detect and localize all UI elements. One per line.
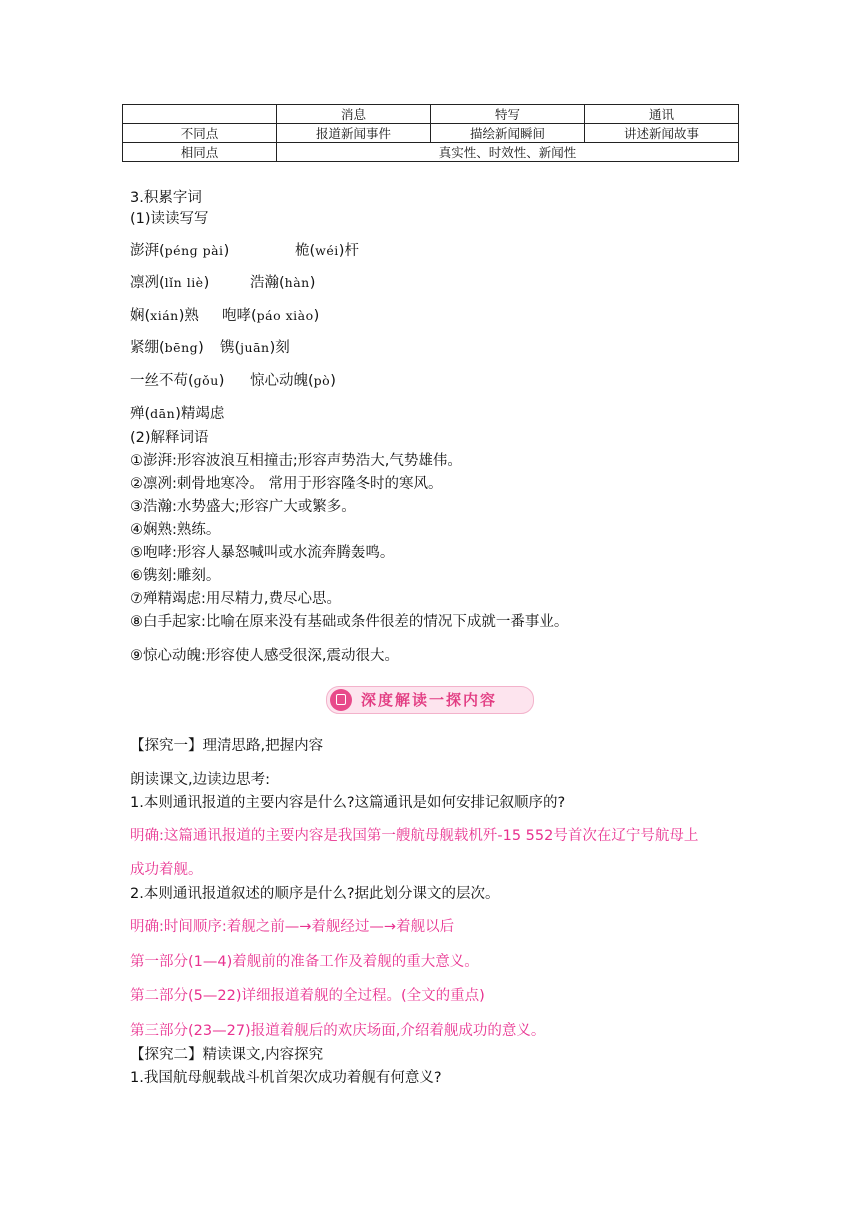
subsection-title: (2)解释词语 xyxy=(130,430,209,446)
table-header: 通讯 xyxy=(585,105,739,124)
word-item: 镌(juān)刻 xyxy=(220,340,290,356)
table-cell: 不同点 xyxy=(123,124,277,143)
pinyin: páo xiào xyxy=(256,308,314,323)
pinyin: juān xyxy=(240,340,270,355)
table-cell: 相同点 xyxy=(123,143,277,162)
table-cell: 讲述新闻故事 xyxy=(585,124,739,143)
definition-item: ⑥镌刻:雕刻。 xyxy=(130,568,221,584)
word-item: 一丝不苟(ɡǒu) xyxy=(130,373,225,389)
explore-title: 【探究一】理清思路,把握内容 xyxy=(130,738,324,754)
paragraph: 朗读课文,边读边思考: xyxy=(130,772,270,788)
table-cell xyxy=(123,105,277,124)
definition-item: ②凛冽:刺骨地寒冷。 常用于形容隆冬时的寒风。 xyxy=(130,476,443,492)
definition-item: ④娴熟:熟练。 xyxy=(130,522,221,538)
question: 1.本则通讯报道的主要内容是什么?这篇通讯是如何安排记叙顺序的? xyxy=(130,795,566,811)
word-item: 凛冽(lǐn liè) xyxy=(130,275,210,291)
word-item: 惊心动魄(pò) xyxy=(250,373,336,389)
table-cell: 真实性、时效性、新闻性 xyxy=(277,143,739,162)
book-icon xyxy=(330,689,352,711)
section-badge xyxy=(326,686,534,714)
pinyin: xián xyxy=(150,308,179,323)
question: 1.我国航母舰载战斗机首架次成功着舰有何意义? xyxy=(130,1070,442,1086)
definition-item: ⑧白手起家:比喻在原来没有基础或条件很差的情况下成就一番事业。 xyxy=(130,614,569,630)
answer: 第一部分(1—4)着舰前的准备工作及着舰的重大意义。 xyxy=(130,954,479,970)
word-item: 咆哮(páo xiào) xyxy=(222,308,320,324)
definition-item: ③浩瀚:水势盛大;形容广大或繁多。 xyxy=(130,499,356,515)
comparison-table xyxy=(122,104,739,162)
answer: 第二部分(5—22)详细报道着舰的全过程。(全文的重点) xyxy=(130,988,485,1004)
definition-item: ⑦殚精竭虑:用尽精力,费尽心思。 xyxy=(130,591,341,607)
answer: 明确:这篇通讯报道的主要内容是我国第一艘航母舰载机歼-15 552号首次在辽宁号航母上 xyxy=(130,828,699,844)
pinyin: pénɡ pài xyxy=(164,243,224,258)
definition-item: ⑨惊心动魄:形容使人感受很深,震动很大。 xyxy=(130,648,399,664)
word-item: 紧绷(bēng) xyxy=(130,340,204,356)
pinyin: hàn xyxy=(284,275,310,290)
word-item: 殚(dān)精竭虑 xyxy=(130,406,225,422)
pinyin: pò xyxy=(313,373,331,388)
explore-title: 【探究二】精读课文,内容探究 xyxy=(130,1047,324,1063)
definition-item: ⑤咆哮:形容人暴怒喊叫或水流奔腾轰鸣。 xyxy=(130,545,395,561)
table-cell: 报道新闻事件 xyxy=(277,124,431,143)
table-row xyxy=(123,105,739,124)
section-title: 3.积累字词 xyxy=(130,190,202,206)
table-header: 特写 xyxy=(431,105,585,124)
answer: 明确:时间顺序:着舰之前—→着舰经过—→着舰以后 xyxy=(130,919,455,935)
word-item: 浩瀚(hàn) xyxy=(250,275,316,291)
definition-item: ①澎湃:形容波浪互相撞击;形容声势浩大,气势雄伟。 xyxy=(130,453,462,469)
word-item: 澎湃(pénɡ pài) xyxy=(130,243,230,259)
table-row xyxy=(123,124,739,143)
pinyin: bēng xyxy=(164,340,199,355)
question: 2.本则通讯报道叙述的顺序是什么?据此划分课文的层次。 xyxy=(130,886,500,902)
table-header: 消息 xyxy=(277,105,431,124)
subsection-title: (1)读读写写 xyxy=(130,211,209,227)
word-item: 娴(xián)熟 xyxy=(130,308,199,324)
table-row xyxy=(123,143,739,162)
table-cell: 描绘新闻瞬间 xyxy=(431,124,585,143)
pinyin: dān xyxy=(150,406,176,421)
answer: 成功着舰。 xyxy=(130,862,203,878)
pinyin: lǐn liè xyxy=(164,275,204,290)
pinyin: ɡǒu xyxy=(193,373,219,388)
badge-label: 深度解读一探内容 xyxy=(361,691,498,709)
word-item: 桅(wéi)杆 xyxy=(295,243,359,259)
pinyin: wéi xyxy=(315,243,339,258)
answer: 第三部分(23—27)报道着舰后的欢庆场面,介绍着舰成功的意义。 xyxy=(130,1023,546,1039)
